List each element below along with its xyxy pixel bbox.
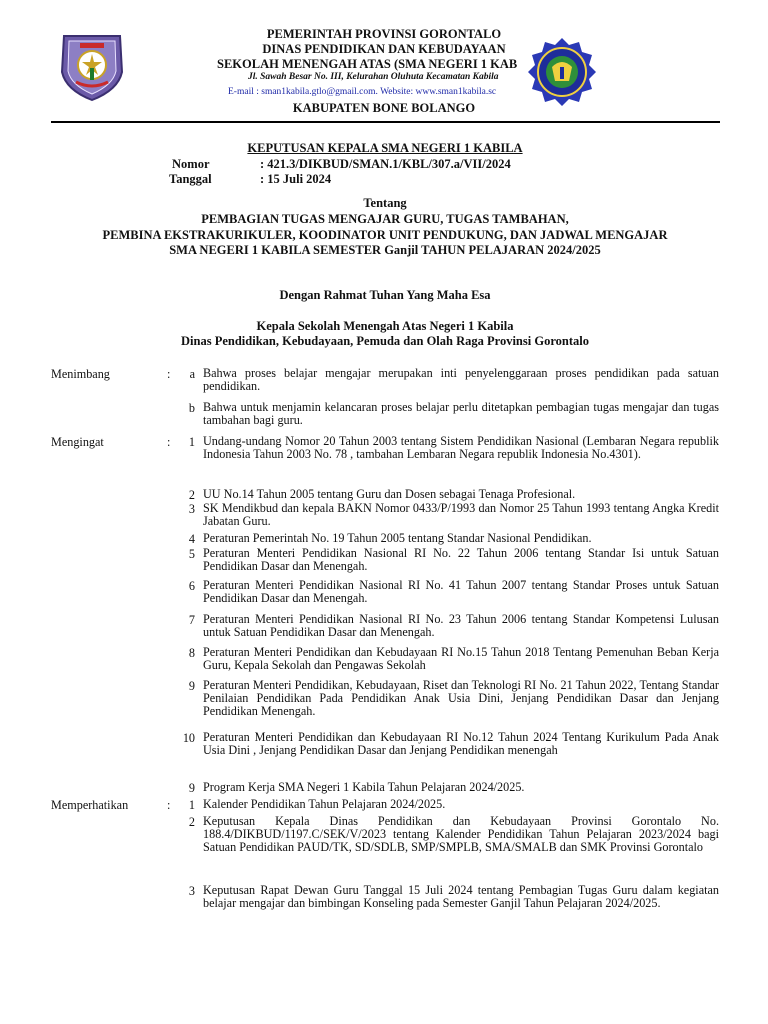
memperhatikan-label: Memperhatikan: [51, 798, 129, 812]
list-item-text: Peraturan Menteri Pendidikan Nasional RI No. 22 Tahun 2006 tentang Standar Isi untuk Satuan Pendidikan Dasar dan Menengah.: [203, 546, 719, 574]
letterhead-address: Jl. Sawah Besar No. III, Kelurahan Oluhuta Kecamatan Kabila: [248, 72, 499, 82]
decree-title: KEPUTUSAN KEPALA SMA NEGERI 1 KABILA: [247, 141, 523, 155]
list-item-text: Program Kerja SMA Negeri 1 Kabila Tahun Pelajaran 2024/2025.: [203, 780, 525, 794]
list-item-text: UU No.14 Tahun 2005 tentang Guru dan Dosen sebagai Tenaga Profesional.: [203, 487, 576, 501]
list-item-text: Bahwa untuk menjamin kelancaran proses belajar perlu ditetapkan pembagian tugas mengajar dan tugas tambahan bagi guru.: [203, 400, 719, 428]
mengingat-label: Mengingat: [51, 435, 104, 449]
letterhead-region: KABUPATEN BONE BOLANGO: [292, 101, 476, 115]
list-item-number: 9: [188, 679, 195, 693]
nomor-label: Nomor: [172, 157, 210, 171]
list-item-text: Peraturan Menteri Pendidikan dan Kebudayaan RI No.15 Tahun 2018 Tentang Pemenuhan Beban Kerja Guru, Kepala Sekolah dan Pengawas Sekolah: [203, 645, 719, 673]
letterhead-divider: [51, 121, 720, 123]
letterhead-school: SEKOLAH MENENGAH ATAS (SMA NEGERI 1 KAB: [217, 57, 518, 71]
list-item-text: Bahwa proses belajar mengajar merupakan inti penyelenggaraan proses pendidikan pada satuan pendidikan.: [203, 366, 719, 394]
list-item-number: a: [189, 367, 195, 381]
tanggal-label: Tanggal: [169, 172, 212, 186]
list-item-text: Peraturan Pemerintah No. 19 Tahun 2005 tentang Standar Nasional Pendidikan.: [203, 531, 592, 545]
list-item-number: 2: [188, 488, 195, 502]
list-item-number: 9: [188, 781, 195, 795]
rahmat-line: Dengan Rahmat Tuhan Yang Maha Esa: [279, 288, 491, 302]
memperhatikan-colon: :: [167, 798, 171, 812]
list-item-number: 6: [188, 579, 195, 593]
list-item-text: SK Mendikbud dan kepala BAKN Nomor 0433/P/1993 dan Nomor 25 Tahun 1993 tentang Angka Kredit Jabatan Guru.: [203, 501, 719, 529]
list-item-text: Peraturan Menteri Pendidikan dan Kebudayaan RI No.12 Tahun 2024 Tentang Kurikulum Pada Anak Usia Dini , Jenjang Pendidikan Dasar dan Jenjang Pendidikan menengah: [203, 730, 719, 758]
list-item-number: 1: [188, 798, 195, 812]
list-item-text: Keputusan Rapat Dewan Guru Tanggal 15 Juli 2024 tentang Pembagian Tugas Guru dalam kegiatan belajar mengajar dan bimbingan Konseling pada Semester Ganjil Tahun Pelajaran 2024/2025.: [203, 883, 719, 911]
letterhead-department: DINAS PENDIDIKAN DAN KEBUDAYAAN: [262, 42, 506, 56]
letterhead-government: PEMERINTAH PROVINSI GORONTALO: [266, 27, 502, 41]
tentang-heading: Tentang: [363, 196, 407, 210]
menimbang-colon: :: [167, 367, 171, 381]
subject-line-1: PEMBAGIAN TUGAS MENGAJAR GURU, TUGAS TAMBAHAN,: [201, 212, 569, 226]
list-item-number: 3: [188, 502, 195, 516]
list-item-number: 4: [188, 532, 195, 546]
list-item-text: Peraturan Menteri Pendidikan Nasional RI No. 23 Tahun 2006 tentang Standar Kompetensi Lulusan untuk Satuan Pendidikan Dasar dan Menengah.: [203, 612, 719, 640]
nomor-value: : 421.3/DIKBUD/SMAN.1/KBL/307.a/VII/2024: [260, 157, 511, 171]
list-item-text: Undang-undang Nomor 20 Tahun 2003 tentang Sistem Pendidikan Nasional (Lembaran Negara republik Indonesia Tahun 2003 No. 78 , tambahan Lembaran Negara republik Indonesia No.4301).: [203, 434, 719, 462]
list-item-text: Peraturan Menteri Pendidikan, Kebudayaan, Riset dan Teknologi RI No. 21 Tahun 2022, Tentang Standar Penilaian Pendidikan Pada Pendidikan Anak Usia Dini, Jenjang Pendidikan Dasar dan Jenjang Pendidikan Menengah.: [203, 678, 719, 719]
mengingat-colon: :: [167, 435, 171, 449]
list-item-text: Kalender Pendidikan Tahun Pelajaran 2024/2025.: [203, 797, 446, 811]
subject-line-3: SMA NEGERI 1 KABILA SEMESTER Ganjil TAHUN PELAJARAN 2024/2025: [169, 243, 601, 257]
list-item-number: 3: [188, 884, 195, 898]
list-item-number: 7: [188, 613, 195, 627]
issuer-line-2: Dinas Pendidikan, Kebudayaan, Pemuda dan Olah Raga Provinsi Gorontalo: [181, 334, 589, 348]
menimbang-label: Menimbang: [51, 367, 110, 381]
letterhead-contact: E-mail : sman1kabila.gtlo@gmail.com. Website: www.sman1kabila.sc: [228, 87, 497, 97]
list-item-number: 1: [188, 435, 195, 449]
list-item-number: 2: [188, 815, 195, 829]
list-item-text: Peraturan Menteri Pendidikan Nasional RI No. 41 Tahun 2007 tentang Standar Proses untuk Satuan Pendidikan Dasar dan Menengah.: [203, 578, 719, 606]
list-item-number: b: [188, 401, 195, 415]
tanggal-value: : 15 Juli 2024: [260, 172, 332, 186]
subject-line-2: PEMBINA EKSTRAKURIKULER, KOODINATOR UNIT PENDUKUNG, DAN JADWAL MENGAJAR: [102, 228, 668, 242]
list-item-text: Keputusan Kepala Dinas Pendidikan dan Kebudayaan Provinsi Gorontalo No. 188.4/DIKBUD/1197.C/SEK/V/2023 tentang Kalender Pendidikan Tahun Pelajaran 2023/2024 bagi Satuan Pendidikan PAUD/TK, SD/SDLB, SMP/SMPLB, SMA/SMALB dan SMK Provinsi Gorontalo: [203, 814, 719, 855]
list-item-number: 5: [188, 547, 195, 561]
list-item-number: 8: [188, 646, 195, 660]
list-item-number: 10: [182, 731, 195, 745]
issuer-line-1: Kepala Sekolah Menengah Atas Negeri 1 Kabila: [256, 319, 514, 333]
